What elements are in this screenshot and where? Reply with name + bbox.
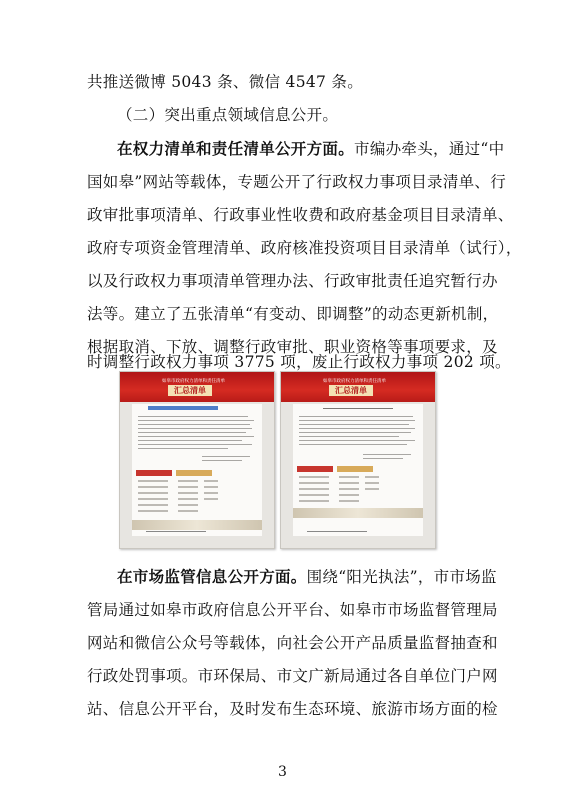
text-line: 国如皋”网站等载体，专题公开了行政权力事项目录清单、行 — [87, 173, 507, 191]
banner-title: 汇总清单 — [329, 385, 373, 396]
section-heading: （二）突出重点领域信息公开。 — [117, 106, 339, 124]
text-line: 政审批事项清单、行政事业性收费和政府基金项目目录清单、 — [87, 206, 514, 224]
text-line: 政府专项资金管理清单、政府核准投资项目目录清单（试行）， — [87, 239, 522, 257]
text-span: 市编办牵头，通过“中 — [354, 140, 505, 158]
text-line: 网站和微信公众号等载体，向社会公开产品质量监督抽查和 — [87, 634, 498, 652]
text-line: 共推送微博 5043 条、微信 4547 条。 — [87, 73, 364, 91]
banner-subtitle: 如皋市政府权力清单和责任清单 — [323, 379, 386, 384]
text-line: 管局通过如皋市政府信息公开平台、如皋市市场监督管理局 — [87, 601, 498, 619]
paragraph-lead: 在市场监管信息公开方面。 — [117, 568, 307, 586]
text-line: 时调整行政权力事项 3775 项，废止行政权力事项 202 项。 — [87, 353, 511, 371]
screenshot-page — [132, 404, 262, 536]
highlight-bar — [148, 406, 218, 410]
paragraph-lead: 在权力清单和责任清单公开方面。 — [117, 140, 355, 158]
page-number: 3 — [278, 764, 287, 780]
text-line — [117, 567, 517, 587]
text-line: 行政处罚事项。市环保局、市文广新局通过各自单位门户网 — [87, 667, 498, 685]
text-line: 根据取消、下放、调整行政审批、职业资格等事项要求，及 — [87, 338, 498, 356]
banner-subtitle: 如皋市政府权力清单和责任清单 — [162, 379, 225, 384]
screenshot-banner — [281, 372, 435, 402]
screenshot-image — [280, 371, 436, 549]
banner-title: 汇总清单 — [168, 385, 212, 396]
text-line: 法等。建立了五张清单“有变动、即调整”的动态更新机制， — [87, 305, 499, 323]
text-line: 以及行政权力事项清单管理办法、行政审批责任追究暂行办 — [87, 272, 498, 290]
text-line — [117, 139, 517, 159]
screenshot-banner — [120, 372, 274, 402]
screenshot-image — [119, 371, 275, 549]
screenshot-page — [293, 404, 423, 536]
text-span: 围绕“阳光执法”，市市场监 — [306, 568, 497, 586]
text-line: 站、信息公开平台，及时发布生态环境、旅游市场方面的检 — [87, 700, 498, 718]
